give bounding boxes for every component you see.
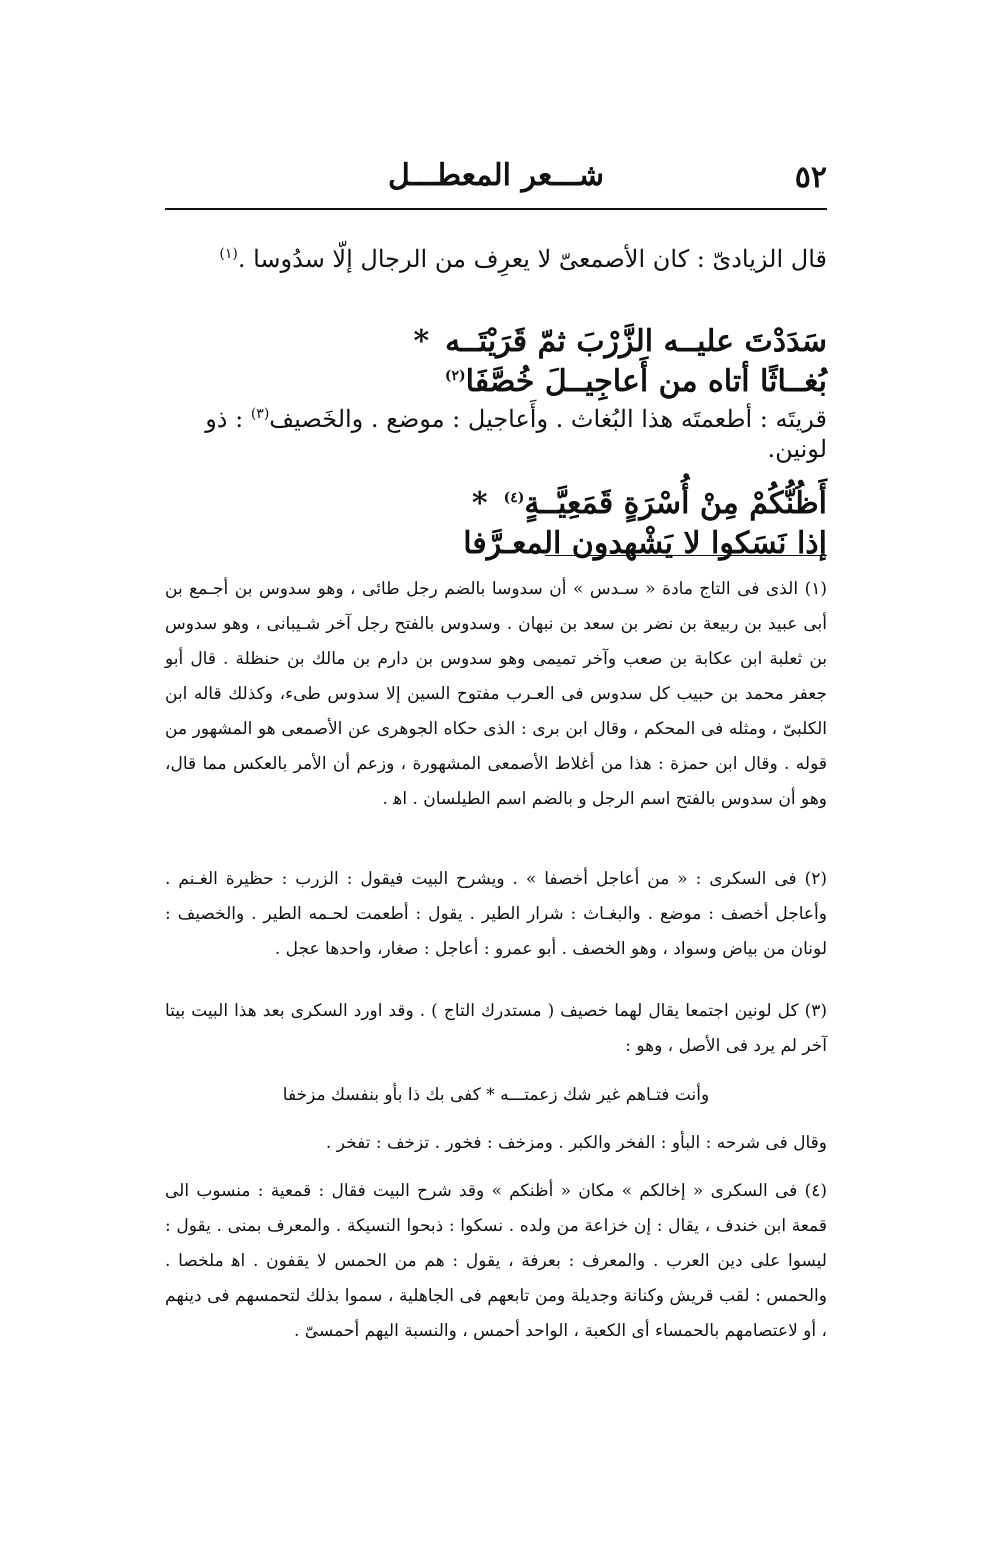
footnote-1-number: (١): [804, 579, 828, 599]
verse-2: [165, 484, 827, 564]
footnote-3-text: كل لونين اجتمعا يقال لهما خصيف ( مستدرك التاج ) . وقد اورد السكرى بعد هذا البيت بيتا آخر لم يرد فى الأصل ، وهو :: [165, 1001, 827, 1056]
footnotes-rule: [545, 555, 827, 556]
body-line-1-text: قال الزيادىّ : كان الأصمعىّ لا يعرِف من الرجال إلّا سدُوسا .: [237, 245, 827, 273]
body-line-2-text-a: قريتَه : أطعمتَه هذا البُغاث . وأَعاجيل : موضع . والخَصيف: [269, 405, 827, 433]
verse-2-first-hemistich: أَظُنُّكُمْ مِنْ أُسْرَةٍ قَمَعِيَّــةٍ: [524, 486, 827, 521]
footnote-3-verse: وأنت فتـاهم غير شك زعمتـــه * كفى بك ذا بأو بنفسك مزخفا: [282, 1085, 710, 1105]
verse-1: [165, 322, 827, 402]
verse-1-first-hemistich: سَدَدْتَ عليــه الزَّرْبَ ثمّ قَرَيْتَــه: [445, 324, 827, 359]
header-rule: [165, 208, 827, 210]
body-line-2: [165, 404, 827, 464]
footnote-4-text: فى السكرى « إخالكم » مكان « أظنكم » وقد شرح البيت فقال : قمعية : منسوب الى قمعة ابن خندف ، يقال : إن خزاعة من ولده . نسكوا : ذبحوا النسيكة . والمعرف بمنى . يقول : ليسوا على دين العرب . والمعرف : بعرفة ، يقول : هم من الحمس لا يقفون . اﻫ ملخصا . والحمس : لقب قريش وكنانة وجديلة ومن تابعهم فى الجاهلية ، سموا بذلك لتحمسهم فى دينهم ، أو لاعتصامهم بالحمساء أى الكعبة ، الواحد أحمس ، والنسبة اليهم أحمسىّ .: [165, 1181, 827, 1341]
footnote-1: [165, 572, 827, 817]
body-line-2-text-b: : ذو لونين.: [205, 405, 827, 463]
footnote-4-number: (٤): [804, 1181, 828, 1201]
page-number: ٥٢: [794, 160, 827, 195]
footnote-2: [165, 862, 827, 967]
verse-2-separator: *: [471, 486, 488, 521]
footnote-3-number: (٣): [804, 1001, 828, 1021]
verse-1-separator: *: [413, 324, 430, 359]
page-header: [165, 158, 827, 206]
footnote-2-number: (٢): [804, 869, 828, 889]
verse-1-second-hemistich: بُغــاثًا أتاه من أَعاجِيــلَ خُصَّفَا: [465, 364, 827, 399]
verse-2-second-hemistich: إذا نَسَكوا لا يَشْهدون المعـرَّفا: [463, 526, 827, 561]
footnote-4: [165, 1174, 827, 1349]
footnote-mark-3: (٣): [250, 406, 270, 422]
running-title: شـــعر المعطـــل: [388, 158, 604, 193]
footnote-3-explanation: وقال فى شرحه : البأو : الفخر والكبر . ومزخف : فخور . تزخف : تفخر .: [325, 1133, 827, 1153]
footnote-mark-4: (٤): [503, 490, 525, 506]
body-line-1: [165, 244, 827, 274]
footnote-2-text: فى السكرى : « من أعاجل أخصفا » . ويشرح البيت فيقول : الزرب : حظيرة الغـنم . وأعاجل أخصف : موضع . والبغـاث : شرار الطير . يقول : أطعمت لحـمه الطير . والخصيف : لونان من بياض وسواد ، وهو الخصف . أبو عمرو : أعاجل : صغار، واحدها عجل .: [165, 869, 827, 959]
footnote-3: [165, 994, 827, 1064]
footnote-1-text: الذى فى التاج مادة « سـدس » أن سدوسا بالضم رجل طائى ، وهو سدوس بن أجـمع بن أبى عبيد بن ربيعة بن نضر بن سعد بن نبهان . وسدوس بالفتح رجل آخر شـيبانى ، وهو سدوس بن ثعلبة ابن عكابة بن صعب وآخر تميمى وهو سدوس بن دارم بن مالك بن حنظلة . قال أبو جعفر محمد بن حبيب كل سدوس فى العـرب مفتوح السين إلا سدوس طىء، وكذلك قاله ابن الكلبىّ ، ومثله فى المحكم ، وقال ابن برى : الذى حكاه الجوهرى عن الأصمعى هو المشهور من قوله . وقال ابن حمزة : هذا من أغلاط الأصمعى المشهورة ، وزعم أن الأمر بالعكس مما قال، وهو أن سدوس بالفتح اسم الرجل و بالضم اسم الطيلسان . اﻫ .: [165, 579, 827, 809]
footnote-mark-2: (٢): [444, 368, 466, 384]
footnote-mark-1: (١): [219, 246, 238, 262]
